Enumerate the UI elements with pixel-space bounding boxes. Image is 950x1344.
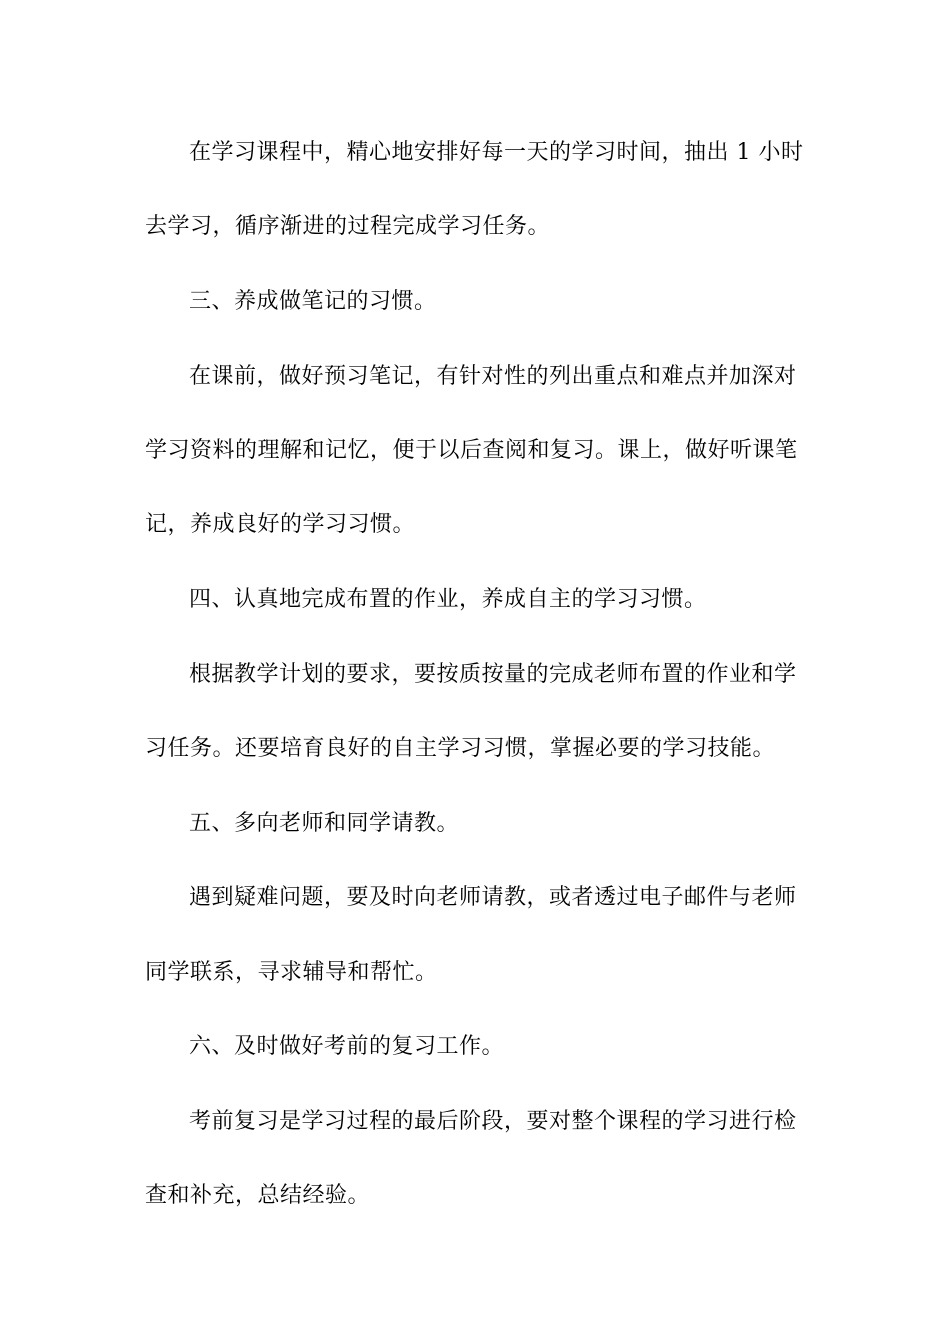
paragraph-line: 遇到疑难问题，要及时向老师请教，或者透过电子邮件与老师 [189,885,797,910]
paragraph-line: 在学习课程中，精心地安排好每一天的学习时间，抽出 1 小时 [189,140,804,165]
section-heading-4: 四、认真地完成布置的作业，养成自主的学习习惯。 [189,587,707,612]
paragraph-line: 去学习，循序渐进的过程完成学习任务。 [145,214,551,239]
section-heading-3: 三、养成做笔记的习惯。 [189,289,437,314]
paragraph-line: 记，养成良好的学习习惯。 [145,512,416,537]
paragraph-line: 在课前，做好预习笔记，有针对性的列出重点和难点并加深对 [189,364,797,389]
paragraph-line: 习任务。还要培育良好的自主学习习惯，掌握必要的学习技能。 [145,736,776,761]
section-heading-5: 五、多向老师和同学请教。 [189,811,460,836]
paragraph-line: 同学联系，寻求辅导和帮忙。 [145,960,438,985]
section-heading-6: 六、及时做好考前的复习工作。 [189,1034,505,1059]
paragraph-line: 考前复习是学习过程的最后阶段，要对整个课程的学习进行检 [189,1109,797,1134]
paragraph-line: 根据教学计划的要求，要按质按量的完成老师布置的作业和学 [189,662,797,687]
paragraph-line: 学习资料的理解和记忆，便于以后查阅和复习。课上，做好听课笔 [145,438,798,463]
paragraph-line: 查和补充，总结经验。 [145,1183,371,1208]
